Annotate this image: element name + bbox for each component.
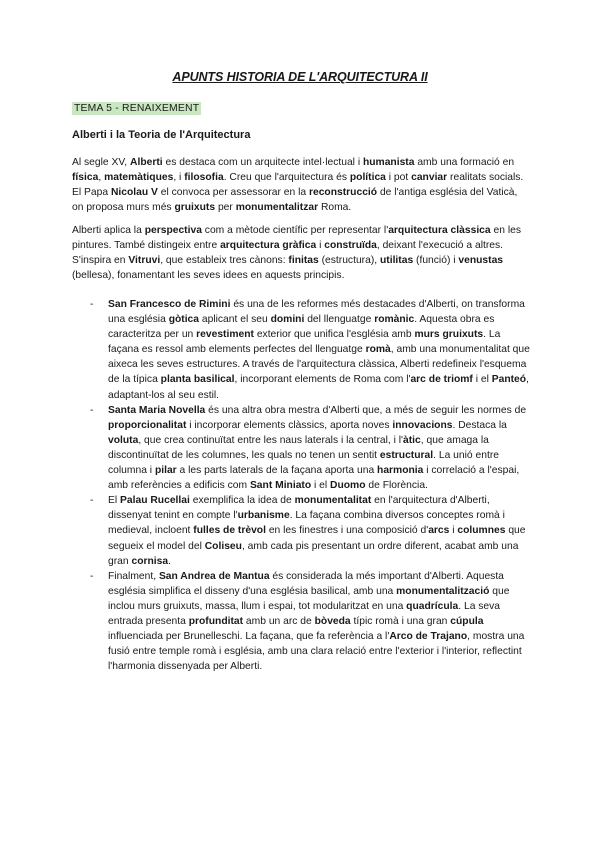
- bold-term: bòveda: [314, 615, 351, 627]
- text-run: , que amaga la discontinuïtat de les columnes, les quals no tenen un sentit: [108, 434, 489, 461]
- text-run: el convoca per assessorar en la: [157, 187, 309, 199]
- bold-term: Coliseu: [204, 540, 242, 552]
- text-run: i el: [472, 374, 492, 386]
- bold-term: filosofia: [184, 172, 224, 184]
- bold-term: profunditat: [188, 615, 244, 627]
- text-run: per: [215, 202, 236, 214]
- bold-term: gruixuts: [174, 202, 216, 214]
- bold-term: harmonia: [377, 465, 424, 477]
- text-run: de l'antiga església del Vaticà, on proposa murs més: [72, 187, 518, 214]
- works-list: [72, 297, 530, 674]
- bold-term: Sant Miniato: [249, 480, 312, 492]
- text-run: típic romà i una gran: [350, 615, 451, 627]
- bold-term: matemàtiques: [104, 172, 174, 184]
- text-run: en l'arquitectura d'Alberti, dissenyat tenint en compte l': [108, 495, 490, 522]
- text-run: El: [108, 495, 121, 507]
- bold-term: domini: [270, 314, 305, 326]
- text-run: del llenguatge: [304, 314, 375, 326]
- text-run: i el: [311, 480, 331, 492]
- text-run: i: [449, 525, 458, 537]
- bold-term: gòtica: [168, 314, 200, 326]
- text-run: es destaca com un arquitecte intel·lectual i: [162, 157, 363, 168]
- bold-term: Nicolau V: [110, 187, 158, 199]
- bold-term: quadrícula: [406, 600, 459, 612]
- bullet-dash: -: [90, 404, 94, 416]
- bold-term: cornisa: [131, 555, 169, 567]
- bold-term: construïda: [324, 240, 377, 252]
- bold-term: Alberti: [130, 157, 163, 168]
- text-run: influenciada per Brunelleschi. La façana, que fa referència a l': [108, 631, 390, 643]
- list-item-san-andrea: [72, 569, 530, 675]
- bold-term: murs gruixuts: [414, 329, 484, 341]
- text-run: en les finestres i una composició d': [265, 525, 429, 537]
- text-run: ,: [98, 172, 105, 184]
- text-run: . La façana combina diversos conceptes romà i medieval, incloent: [108, 510, 505, 537]
- bold-term: San Andrea de Mantua: [158, 570, 270, 582]
- text-run: és considerada la més important d'Alberti. Aquesta església simplifica el disseny d'una església basilical, amb una: [108, 570, 504, 597]
- bold-term: arquitectura clàssica: [388, 225, 491, 236]
- text-run: . La unió entre columna i: [108, 449, 499, 477]
- text-run: , deixant l'execució a altres. S'inspira en: [72, 240, 504, 267]
- text-run: i correlació a l'espai, amb referències a edificis com: [108, 465, 520, 492]
- text-run: amb una formació en: [414, 157, 515, 168]
- text-run: Al segle XV,: [72, 157, 131, 168]
- text-run: . Destaca la: [452, 419, 507, 431]
- list-item-san-francesco: [72, 297, 530, 403]
- bold-term: innovacions: [392, 419, 453, 431]
- text-run: a les parts laterals de la façana aporta una: [176, 465, 378, 477]
- intro-paragraph: [72, 155, 530, 215]
- list-item-text: [108, 299, 530, 401]
- list-item-text: [108, 571, 524, 673]
- text-run: i pot: [385, 172, 412, 184]
- text-run: , incorporant elements de Roma com l': [234, 374, 411, 386]
- bold-term: Vitruvi: [128, 255, 161, 267]
- bold-term: romànic: [374, 314, 415, 326]
- perspective-paragraph: [72, 223, 530, 283]
- bold-term: àtic: [403, 434, 421, 446]
- bold-term: física: [72, 172, 99, 184]
- text-run: exemplifica la idea de: [189, 495, 295, 507]
- bold-term: Duomo: [330, 480, 366, 492]
- bold-term: columnes: [457, 525, 506, 537]
- bold-term: monumentalització: [396, 585, 490, 597]
- bold-term: planta basilical: [160, 374, 235, 386]
- text-run: Roma.: [318, 202, 352, 214]
- bold-term: arcs: [428, 525, 450, 537]
- bold-term: venustas: [458, 255, 504, 267]
- bold-term: voluta: [108, 434, 139, 446]
- text-run: que inclou murs gruixuts, massa, llum i espai, tot modularitzat en una: [108, 585, 510, 612]
- bold-term: San Francesco de Rimini: [108, 299, 231, 310]
- text-run: en les pintures. També distingeix entre: [72, 225, 521, 252]
- text-run: que segueix el model del: [108, 525, 526, 552]
- text-run: aplicant el seu: [199, 314, 271, 326]
- text-run: i incorporar elements clàssics, aporta noves: [186, 419, 393, 431]
- bold-term: fulles de trèvol: [193, 525, 266, 537]
- bold-term: finitas: [288, 255, 319, 267]
- bold-term: monumentalitat: [294, 495, 372, 507]
- bold-term: monumentalitzar: [235, 202, 319, 214]
- text-run: realitats socials. El Papa: [72, 172, 524, 199]
- text-run: , que estableix tres cànons:: [160, 255, 289, 267]
- topic-tag: TEMA 5 - RENAIXEMENT: [74, 103, 200, 114]
- bold-term: Arco de Trajano: [389, 631, 468, 643]
- list-item-palau-rucellai: [72, 493, 530, 568]
- document-title: APUNTS HISTORIA DE L'ARQUITECTURA II: [172, 70, 428, 84]
- list-item-text: [108, 495, 526, 566]
- list-item-text: [108, 405, 526, 491]
- text-run: (funció) i: [413, 255, 459, 267]
- text-run: , adaptant-los al seu estil.: [108, 374, 529, 401]
- bold-term: arc de triomf: [410, 374, 473, 386]
- bold-term: reconstrucció: [308, 187, 378, 199]
- bold-term: proporcionalitat: [108, 419, 187, 431]
- bold-term: Palau Rucellai: [120, 495, 190, 507]
- section-heading: Alberti i la Teoria de l'Arquitectura: [72, 129, 251, 141]
- text-run: , mostra una fusió entre temple romà i església, amb una clara relació entre l'exterior i l'interior, reflectint l'harmonia dissenyada per Alberti.: [108, 631, 525, 673]
- bullet-dash: -: [90, 570, 94, 582]
- text-run: , i: [173, 172, 185, 184]
- bold-term: revestiment: [196, 329, 254, 341]
- bold-term: estructural: [379, 449, 434, 461]
- bold-term: Santa Maria Novella: [108, 404, 206, 416]
- text-run: , amb cada pis presentant un ordre diferent, acabat amb una gran: [108, 540, 519, 567]
- text-run: . La seva entrada presenta: [108, 600, 501, 627]
- bold-term: pilar: [154, 465, 177, 477]
- text-run: .: [168, 555, 171, 567]
- bold-term: política: [349, 172, 386, 184]
- list-item-santa-maria-novella: [72, 403, 530, 494]
- text-run: és una altra obra mestra d'Alberti que, a més de seguir les normes de: [205, 404, 527, 416]
- bold-term: cúpula: [450, 615, 484, 627]
- bold-term: romà: [365, 344, 391, 356]
- bullet-dash: -: [90, 495, 94, 507]
- bold-term: utilitas: [379, 255, 414, 267]
- text-run: . Creu que l'arquitectura és: [223, 172, 350, 184]
- bold-term: humanista: [362, 157, 415, 168]
- bold-term: canviar: [411, 172, 448, 184]
- text-run: , amb una monumentalitat que aixeca les seves estructures. A través de l'arquitectura clàssica, Alberti redefineix l'esquema de la típica: [108, 344, 530, 386]
- bold-term: arquitectura gràfica: [220, 240, 317, 252]
- bold-term: urbanisme: [237, 510, 290, 522]
- text-run: , que crea continuïtat entre les naus laterals i la central, i l': [138, 434, 404, 446]
- text-run: Finalment,: [108, 570, 159, 582]
- text-run: és una de les reformes més destacades d'Alberti, on transforma una església: [108, 299, 525, 326]
- bold-term: Panteó: [491, 374, 527, 386]
- text-run: exterior que unifica l'església amb: [253, 329, 415, 341]
- text-run: (estructura),: [318, 255, 380, 267]
- text-run: i: [316, 240, 325, 252]
- bold-term: perspectiva: [144, 225, 202, 236]
- text-run: com a mètode científic per representar l': [201, 225, 389, 236]
- bullet-dash: -: [90, 299, 94, 310]
- text-run: amb un arc de: [243, 615, 315, 627]
- text-run: . La façana es ressol amb elements perfectes del llenguatge: [108, 329, 501, 356]
- text-run: . Aquesta obra es caracteritza per un: [108, 314, 495, 341]
- text-run: (bellesa), fonamentant les seves idees en aquests principis.: [72, 270, 345, 282]
- text-run: Alberti aplica la: [72, 225, 145, 236]
- text-run: de Florència.: [365, 480, 428, 492]
